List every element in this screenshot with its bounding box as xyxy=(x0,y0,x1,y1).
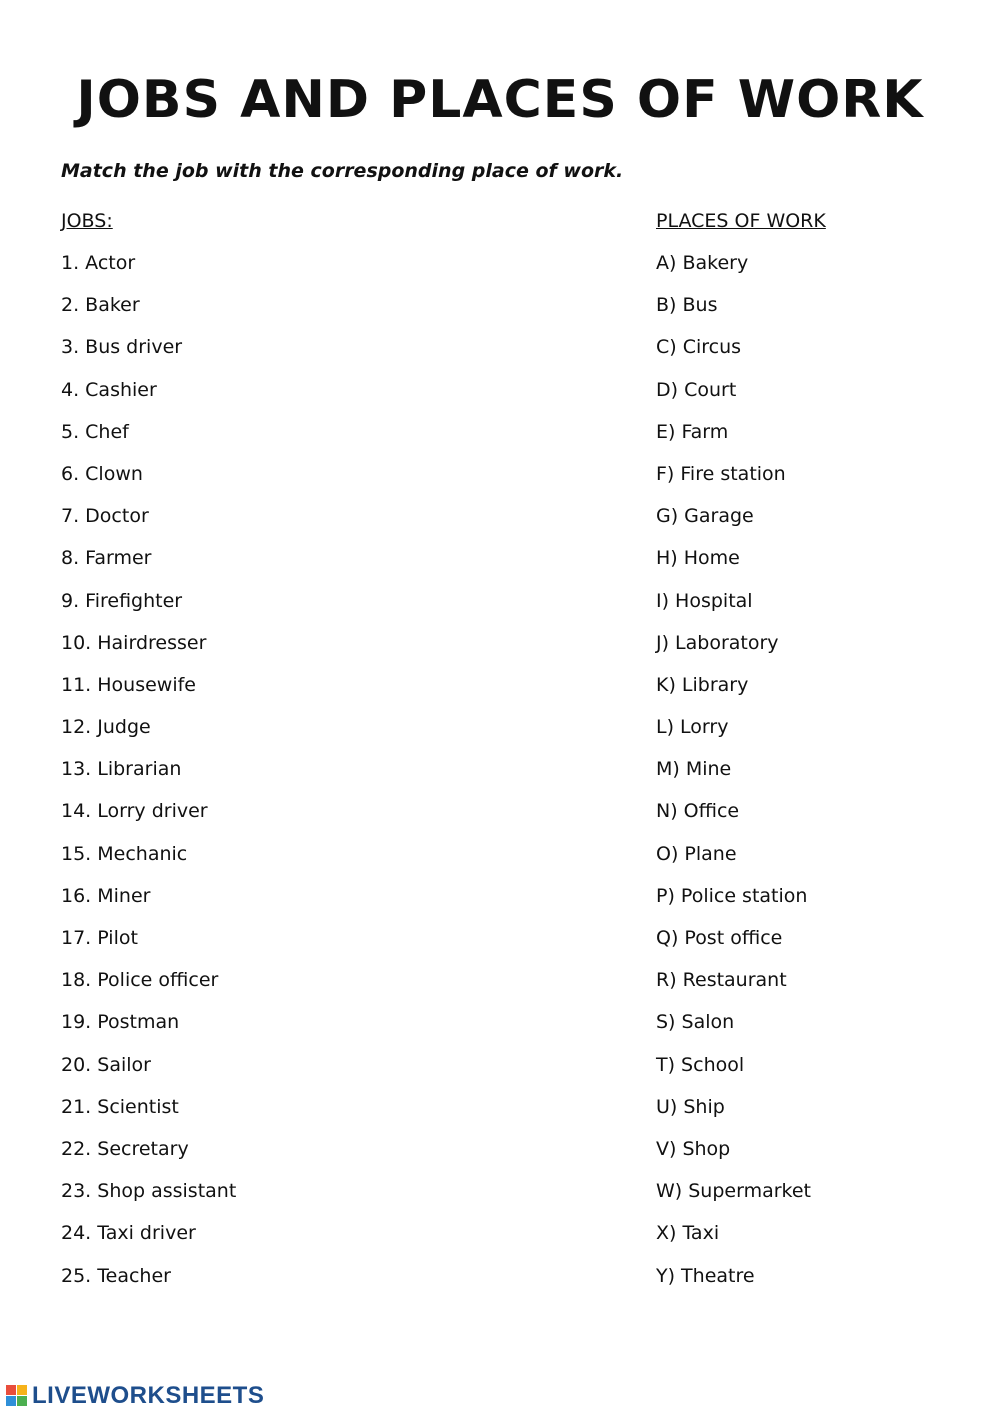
job-item: 7. Doctor xyxy=(61,505,149,528)
job-item: 8. Farmer xyxy=(61,547,152,570)
place-item: Y) Theatre xyxy=(656,1264,755,1287)
place-item: W) Supermarket xyxy=(656,1180,811,1203)
job-item: 11. Housewife xyxy=(61,673,196,696)
jobs-header: JOBS: xyxy=(61,210,113,232)
job-item: 17. Pilot xyxy=(61,927,138,949)
footer-logo[interactable] xyxy=(6,1383,264,1409)
instruction-text: Match the job with the corresponding place of work. xyxy=(61,160,624,182)
job-item: 22. Secretary xyxy=(61,1137,189,1160)
place-item: E) Farm xyxy=(656,420,729,443)
job-item: 14. Lorry driver xyxy=(61,800,208,823)
logo-text: LIVEWORKSHEETS xyxy=(32,1382,265,1409)
job-item: 9. Firefighter xyxy=(61,589,183,612)
place-item: P) Police station xyxy=(656,884,808,907)
place-item: D) Court xyxy=(656,378,737,401)
page-title: JOBS AND PLACES OF WORK xyxy=(76,70,924,130)
job-item: 12. Judge xyxy=(61,716,151,739)
place-item: T) School xyxy=(656,1053,745,1076)
place-item: U) Ship xyxy=(656,1095,725,1118)
job-item: 10. Hairdresser xyxy=(61,631,207,654)
job-item: 25. Teacher xyxy=(61,1264,171,1287)
job-item: 15. Mechanic xyxy=(61,842,188,865)
place-item: I) Hospital xyxy=(656,589,753,612)
place-item: X) Taxi xyxy=(656,1222,720,1245)
place-item: S) Salon xyxy=(656,1011,735,1034)
place-item: H) Home xyxy=(656,547,740,570)
place-item: C) Circus xyxy=(656,336,742,359)
job-item: 18. Police officer xyxy=(61,969,219,992)
liveworksheets-logo-icon xyxy=(6,1385,28,1407)
place-item: B) Bus xyxy=(656,294,718,317)
job-item: 19. Postman xyxy=(61,1011,180,1034)
job-item: 21. Scientist xyxy=(61,1095,179,1118)
job-item: 2. Baker xyxy=(61,294,140,317)
place-item: R) Restaurant xyxy=(656,969,787,992)
job-item: 23. Shop assistant xyxy=(61,1180,237,1203)
place-item: N) Office xyxy=(656,800,740,823)
place-item: F) Fire station xyxy=(656,462,786,485)
job-item: 3. Bus driver xyxy=(61,336,183,359)
place-item: A) Bakery xyxy=(656,252,749,274)
jobs-list xyxy=(61,251,236,1306)
places-list xyxy=(656,251,811,1306)
place-item: L) Lorry xyxy=(656,716,729,739)
job-item: 1. Actor xyxy=(61,252,136,274)
place-item: V) Shop xyxy=(656,1137,731,1160)
place-item: Q) Post office xyxy=(656,927,783,949)
job-item: 6. Clown xyxy=(61,462,143,485)
place-item: J) Laboratory xyxy=(656,631,779,654)
places-header: PLACES OF WORK xyxy=(656,210,826,232)
job-item: 13. Librarian xyxy=(61,758,182,781)
job-item: 16. Miner xyxy=(61,884,151,907)
job-item: 5. Chef xyxy=(61,420,129,443)
job-item: 4. Cashier xyxy=(61,378,157,401)
place-item: G) Garage xyxy=(656,505,754,528)
place-item: O) Plane xyxy=(656,842,737,865)
job-item: 20. Sailor xyxy=(61,1053,151,1076)
place-item: K) Library xyxy=(656,673,749,696)
job-item: 24. Taxi driver xyxy=(61,1222,196,1245)
place-item: M) Mine xyxy=(656,758,732,781)
